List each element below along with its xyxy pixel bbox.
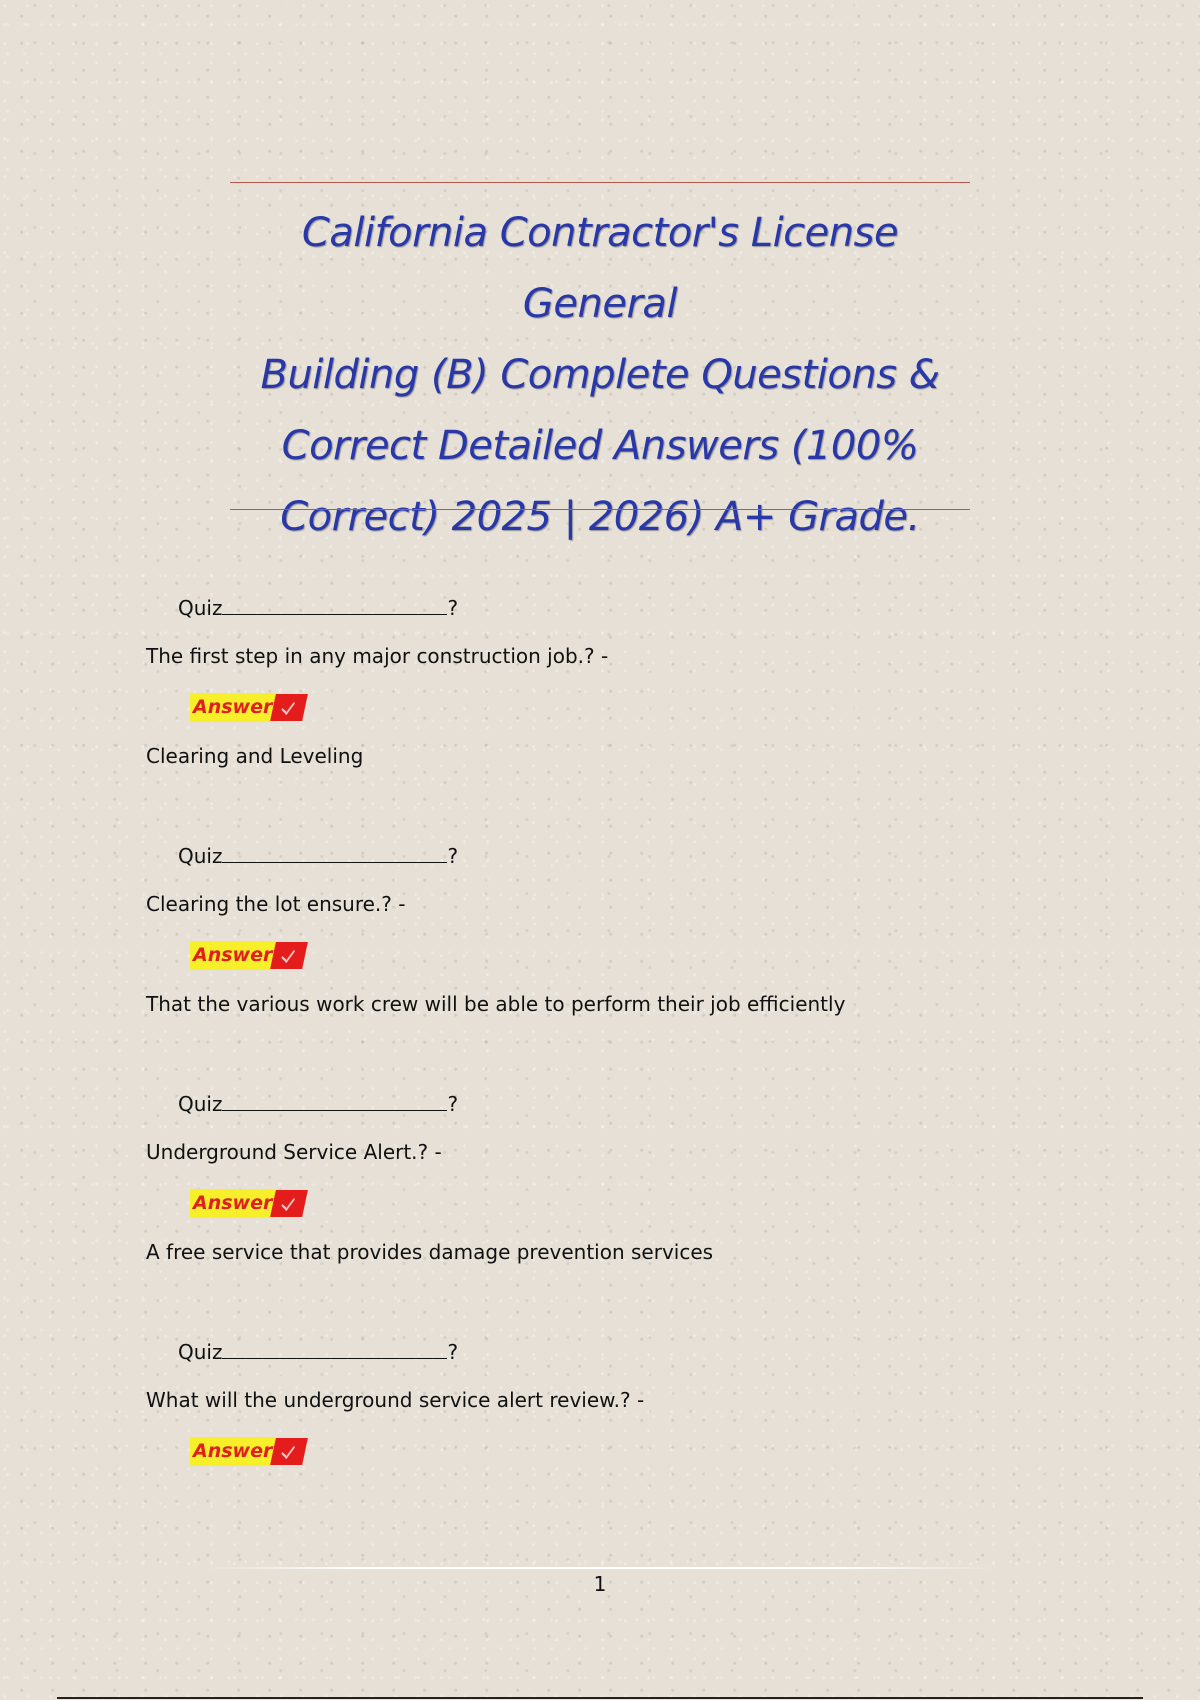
quiz-blank	[222, 1092, 447, 1111]
quiz-suffix: ?	[447, 596, 459, 620]
answer-badge	[190, 1189, 305, 1218]
document-title	[230, 198, 970, 553]
quiz-blank	[222, 1340, 447, 1359]
page-number: 1	[593, 1572, 607, 1596]
quiz-label: Quiz	[178, 844, 223, 868]
answer-text: A free service that provides damage prevention services	[146, 1240, 714, 1264]
title-bottom-rule	[230, 509, 970, 510]
quiz-suffix: ?	[447, 1340, 459, 1364]
footer-rule	[200, 1567, 1000, 1569]
answer-badge-label: Answer	[190, 941, 275, 970]
checkmark-icon	[270, 694, 308, 721]
quiz-suffix: ?	[447, 844, 459, 868]
quiz-blank	[222, 844, 447, 863]
title-top-rule	[230, 182, 970, 183]
answer-badge-label: Answer	[190, 1189, 275, 1218]
quiz-heading	[178, 1092, 458, 1116]
answer-badge-label: Answer	[190, 693, 275, 722]
quiz-suffix: ?	[447, 1092, 459, 1116]
title-line: California Contractor's License General	[301, 210, 899, 327]
quiz-blank	[222, 596, 447, 615]
title-line: Correct Detailed Answers (100%	[281, 423, 919, 469]
page-bottom-rule	[57, 1697, 1143, 1699]
answer-badge-label: Answer	[190, 1437, 275, 1466]
answer-badge	[190, 693, 305, 722]
title-line: Correct) 2025 | 2026) A+ Grade.	[280, 494, 920, 540]
quiz-label: Quiz	[178, 1340, 223, 1364]
answer-badge	[190, 941, 305, 970]
question-text: Clearing the lot ensure.? -	[146, 892, 406, 916]
quiz-heading	[178, 596, 458, 620]
answer-text: That the various work crew will be able to perform their job efficiently	[146, 992, 846, 1016]
quiz-heading	[178, 844, 458, 868]
checkmark-icon	[270, 1438, 308, 1465]
quiz-label: Quiz	[178, 596, 223, 620]
title-line: Building (B) Complete Questions &	[260, 352, 940, 398]
answer-text: Clearing and Leveling	[146, 744, 364, 768]
checkmark-icon	[270, 942, 308, 969]
answer-badge	[190, 1437, 305, 1466]
quiz-heading	[178, 1340, 458, 1364]
question-text: The first step in any major construction job.? -	[146, 644, 609, 668]
question-text: What will the underground service alert review.? -	[146, 1388, 645, 1412]
question-text: Underground Service Alert.? -	[146, 1140, 442, 1164]
quiz-label: Quiz	[178, 1092, 223, 1116]
checkmark-icon	[270, 1190, 308, 1217]
